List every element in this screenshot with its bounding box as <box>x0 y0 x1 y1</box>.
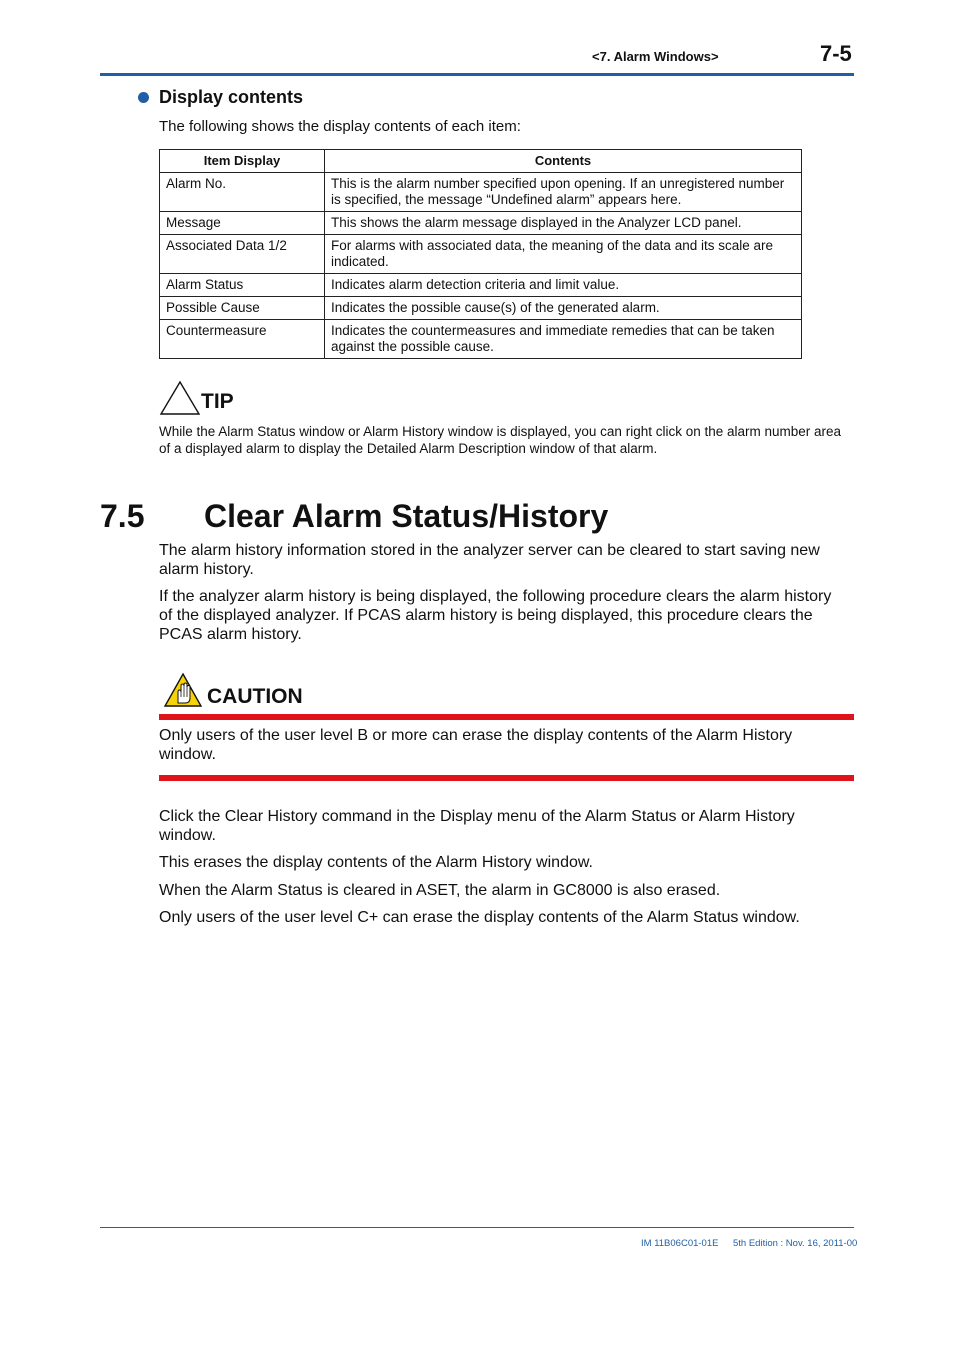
table-cell-item: Alarm Status <box>160 274 325 297</box>
procedure-paragraph: Only users of the user level C+ can erase the display contents of the Alarm Status window. <box>159 909 800 926</box>
caution-top-bar <box>159 714 854 720</box>
page-number: 7-5 <box>820 41 852 66</box>
section-number: 7.5 <box>100 498 145 534</box>
table-cell-contents: Indicates the countermeasures and immediate remedies that can be taken against the possible cause. <box>325 320 802 359</box>
section-paragraph: If the analyzer alarm history is being displayed, the following procedure clears the alarm history of the displayed analyzer. If PCAS alarm history is being displayed, this procedure clears the PCAS alarm history. <box>159 588 832 643</box>
section-paragraph: The alarm history information stored in the analyzer server can be cleared to start saving new alarm history. <box>159 542 820 578</box>
display-contents-table <box>159 149 802 359</box>
caution-text: Only users of the user level B or more can erase the display contents of the Alarm History window. <box>159 727 793 763</box>
table-cell-contents: This is the alarm number specified upon opening. If an unregistered number is specified, the message “Undefined alarm” appears here. <box>325 173 802 212</box>
caution-bottom-bar <box>159 775 854 781</box>
tip-triangle-icon <box>159 380 201 421</box>
table-cell-item: Possible Cause <box>160 297 325 320</box>
table-row <box>160 297 802 320</box>
table-row <box>160 320 802 359</box>
header-chapter: <7. Alarm Windows> <box>592 49 719 64</box>
table-cell-item: Countermeasure <box>160 320 325 359</box>
display-contents-intro: The following shows the display contents of each item: <box>159 118 521 135</box>
header-rule <box>100 73 854 76</box>
table-cell-contents: For alarms with associated data, the meaning of the data and its scale are indicated. <box>325 235 802 274</box>
table-header-item-display: Item Display <box>160 150 325 173</box>
table-cell-item: Associated Data 1/2 <box>160 235 325 274</box>
table-cell-item: Alarm No. <box>160 173 325 212</box>
table-row <box>160 274 802 297</box>
procedure-paragraph: When the Alarm Status is cleared in ASET, the alarm in GC8000 is also erased. <box>159 882 721 899</box>
bullet-icon <box>138 92 149 103</box>
caution-label: CAUTION <box>207 685 303 708</box>
table-header-row <box>160 150 802 173</box>
table-row <box>160 235 802 274</box>
caution-hand-icon <box>163 672 203 713</box>
tip-label: TIP <box>201 390 234 413</box>
table-cell-item: Message <box>160 212 325 235</box>
table-cell-contents: Indicates the possible cause(s) of the generated alarm. <box>325 297 802 320</box>
table-header-contents: Contents <box>325 150 802 173</box>
table-row <box>160 212 802 235</box>
table-cell-contents: This shows the alarm message displayed in the Analyzer LCD panel. <box>325 212 802 235</box>
table-cell-contents: Indicates alarm detection criteria and limit value. <box>325 274 802 297</box>
footer-rule <box>100 1227 854 1228</box>
section-title: Clear Alarm Status/History <box>204 498 609 534</box>
display-contents-title: Display contents <box>159 87 304 107</box>
footer-edition: 5th Edition : Nov. 16, 2011-00 <box>733 1238 858 1249</box>
table-row <box>160 173 802 212</box>
procedure-paragraph: This erases the display contents of the Alarm History window. <box>159 854 593 871</box>
footer-document-id: IM 11B06C01-01E <box>641 1238 719 1249</box>
procedure-paragraph: Click the Clear History command in the Display menu of the Alarm Status or Alarm History window. <box>159 808 795 844</box>
tip-text: While the Alarm Status window or Alarm History window is displayed, you can right click on the alarm number area of a displayed alarm to display the Detailed Alarm Description window of that alarm. <box>159 424 842 456</box>
